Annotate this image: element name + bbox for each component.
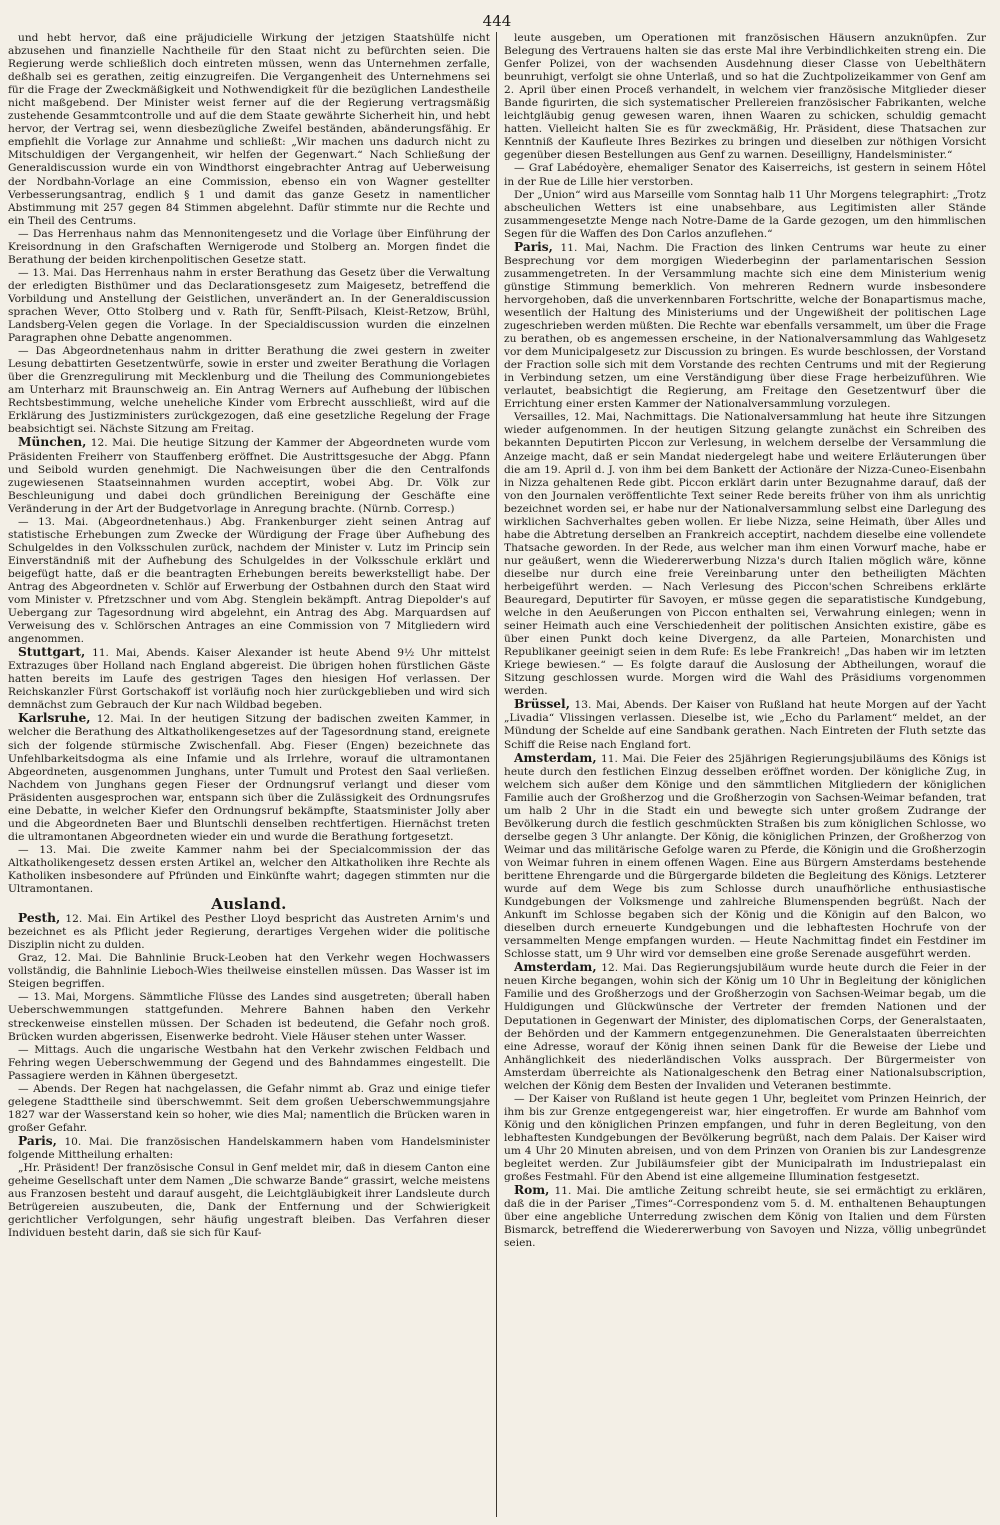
- article-paragraph: [504, 189, 986, 241]
- article-paragraph: [8, 844, 490, 896]
- article-text: 11. Mai, Abends. Kaiser Alexander ist heute Abend 9½ Uhr mittelst Extrazuges über Holland nach England abgereist. Die übrigen hohen fürstlichen Gäste hatten bereits im Laufe des gestrigen Tages den hiesigen Hof verlassen. Der Reichskanzler Fürst Gortschakoff ist vorläufig noch hier zurückgeblieben und wird sich demnächst zum Gebrauch der Kur nach Wildbad begeben.: [8, 647, 490, 712]
- article-paragraph: [8, 267, 490, 345]
- dateline-place: München,: [18, 435, 87, 450]
- article-paragraph: [8, 1044, 490, 1083]
- article-paragraph: [8, 646, 490, 712]
- article-text: — Graf Labédoyère, ehemaliger Senator des Kaiserreichs, ist gestern in seinem Hôtel in der Rue de Lille hier verstorben.: [504, 162, 986, 188]
- article-text: 12. Mai. In der heutigen Sitzung der badischen zweiten Kammer, in welcher die Berathung des Altkatholikengesetzes auf der Tagesordnung stand, ereignete sich der folgende stürmische Zwischenfall. Abg. Fieser (Engen) bezeichnete das Unfehlbarkeitsdogma als eine Infamie und als Irrlehre, worauf die ultramontanen Abgeordneten, ausgenommen Junghans, unter Tumult und Protest den Saal verließen. Nachdem von Junghans gegen Fieser der Ordnungsruf verlangt und dieser vom Präsidenten ausgesprochen war, entspann sich über die Zulässigkeit des Ordnungsrufes eine Debatte, in welcher Kiefer den Ordnungsruf bekämpfte, Staatsminister Jolly aber und die Abgeordneten Baer und Bluntschli denselben rechtfertigen. Hiernächst treten die ultramontanen Abgeordneten wieder ein und wurde die Berathung fortgesetzt.: [8, 713, 490, 843]
- article-text: Versailles, 12. Mai, Nachmittags. Die Nationalversammlung hat heute ihre Sitzungen wieder aufgenommen. In der heutigen Sitzung gelangte zunächst ein Schreiben des bekannten Deputirten Piccon zur Verlesung, in welchem derselbe der Versammlung die Anzeige macht, daß er sein Mandat niedergelegt habe und weitere Erläuterungen über die am 19. April d. J. von ihm bei dem Bankett der Actionäre der Nizza-Cuneo-Eisenbahn in Nizza gehaltenen Rede gibt. Piccon erklärt darin unter Bezugnahme darauf, daß der von den Journalen veröffentlichte Text seiner Rede bereits früher von ihm als unrichtig bezeichnet worden sei, er habe nur der Nationalversammlung selbst eine Darlegung des wirklichen Sachverhaltes geben wollen. Er liebe Nizza, seine Heimath, über Alles und habe die Abtretung derselben an Frankreich acceptirt, nachdem dieselbe eine vollendete Thatsache geworden. In der Rede, aus welcher man ihm einen Vorwurf mache, habe er nur geäußert, wenn die Wiedererwerbung Nizza's durch Italien möglich wäre, könne dieselbe nur durch eine freie Vereinbarung unter den betheiligten Mächten herbeigeführt werden. — Nach Verlesung des Piccon'schen Schreibens erklärte Beauregard, Deputirter für Savoyen, er müsse gegen die separatistische Kundgebung, welche in den Aeußerungen von Piccon enthalten sei, Verwahrung einlegen; wenn in seiner Heimath auch eine Verschiedenheit der politischen Ansichten existire, gäbe es über einen Punkt doch keine Divergenz, da alle Parteien, Monarchisten und Republikaner geeinigt seien in dem Rufe: Es lebe Frankreich! „Das haben wir im letzten Kriege bewiesen.“ — Es folgte darauf die Auslosung der Abtheilungen, worauf die Sitzung geschlossen wurde. Morgen wird die Wahl des Präsidiums vorgenommen werden.: [504, 411, 986, 698]
- dateline-place: Amsterdam,: [514, 960, 597, 975]
- article-text: „Hr. Präsident! Der französische Consul in Genf meldet mir, daß in diesem Canton eine geheime Gesellschaft unter dem Namen „Die schwarze Bande“ grassirt, welche meistens aus Franzosen besteht und darauf ausgeht, die Leichtgläubigkeit ihrer Landsleute durch Betrügereien auszubeuten, die, Dank der Entfernung und der Schwierigkeit gerichtlicher Verfolgungen, sehr häufig ungestraft bleiben. Das Verfahren dieser Individuen besteht darin, daß sie sich für Kauf-: [8, 1162, 490, 1240]
- article-paragraph: [8, 1135, 490, 1162]
- article-text: 11. Mai. Die Feier des 25jährigen Regierungsjubiläums des Königs ist heute durch den festlichen Einzug desselben eröffnet worden. Der königliche Zug, in welchem sich außer dem Könige und den sämmtlichen Mitgliedern der königlichen Familie auch der Großherzog und die Großherzogin von Sachsen-Weimar befanden, trat um halb 2 Uhr in die Stadt ein und bewegte sich unter großem Zudrange der Bevölkerung durch die festlich geschmückten Straßen bis zum königlichen Schlosse, wo derselbe gegen 3 Uhr anlangte. Der König, die königlichen Prinzen, der Großherzog von Weimar und das militärische Gefolge waren zu Pferde, die Königin und die Großherzogin von Weimar fuhren in einem offenen Wagen. Eine aus Bürgern Amsterdams bestehende berittene Ehrengarde und die Bürgergarde bildeten die Begleitung des Königs. Letzterer wurde auf dem Wege bis zum Schlosse durch unaufhörliche enthusiastische Kundgebungen der Volksmenge und zahlreiche Blumenspenden begrüßt. Nach der Ankunft im Schlosse begaben sich der König und die Königin auf den Balcon, wo dieselben durch erneuerte Kundgebungen und die lebhaftesten Hochrufe von der versammelten Menge empfangen wurden. — Heute Nachmittag findet ein Festdiner im Schlosse statt, um 9 Uhr wird vor demselben eine große Serenade ausgeführt werden.: [504, 752, 986, 961]
- dateline-place: Amsterdam,: [514, 750, 597, 765]
- dateline-place: Stuttgart,: [18, 645, 86, 660]
- article-text: 12. Mai. Das Regierungsjubiläum wurde heute durch die Feier in der neuen Kirche begangen, wohin sich der König um 10 Uhr in Begleitung der königlichen Familie und des Großherzogs und der Großherzogin von Sachsen-Weimar begab, um die Huldigungen und Glückwünsche der Vertreter der fremden Nationen und der Deputationen in Gegenwart der Minister, des diplomatischen Corps, der Generalstaaten, der Behörden und der Kammern entgegenzunehmen. Die Generalstaaten überreichten eine Adresse, worauf der König ihnen seinen Dank für die Beweise der Liebe und Anhänglichkeit des niederländischen Volks aussprach. Der Bürgermeister von Amsterdam überreichte als Nationalgeschenk den Betrag einer Nationalsubscription, welchen der König dem Besten der Invaliden und Veteranen bestimmte.: [504, 962, 986, 1092]
- article-text: — 13. Mai. (Abgeordnetenhaus.) Abg. Frankenburger zieht seinen Antrag auf statistische Erhebungen zum Zwecke der Würdigung der Frage über Aufhebung des Schulgeldes in den Volksschulen zurück, nachdem der Minister v. Lutz im Princip sein Einverständniß mit der Aufhebung des Schulgeldes in der Volksschule erklärt und beigefügt hatte, daß er die beantragten Erhebungen bereits bewerkstelligt habe. Der Antrag des Abgeordneten v. Schlör auf Erwerbung der Ostbahnen durch den Staat wird vom Minister v. Pfretzschner und vom Abg. Stenglein bekämpft. Antrag Diepolder's auf Uebergang zur Tagesordnung wird abgelehnt, ein Antrag des Abg. Marquardsen auf Verweisung des v. Schlörschen Antrages an eine Commission von 7 Mitgliedern wird angenommen.: [8, 515, 490, 646]
- article-text: Graz, 12. Mai. Die Bahnlinie Bruck-Leoben hat den Verkehr wegen Hochwassers vollständig, die Bahnlinie Lieboch-Wies theilweise einstellen müssen. Das Wasser ist im Steigen begriffen.: [8, 952, 490, 991]
- article-paragraph: [8, 516, 490, 646]
- article-paragraph: [504, 1184, 986, 1250]
- dateline-place: Paris,: [514, 239, 553, 254]
- article-paragraph: [8, 1162, 490, 1240]
- article-text: 13. Mai, Abends. Der Kaiser von Rußland hat heute Morgen auf der Yacht „Livadia“ Vlissingen verlassen. Dieselbe ist, wie „Echo du Parlament“ meldet, an der Mündung der Schelde auf eine Sandbank gerathen. Nach Eintreten der Fluth setzte das Schiff die Reise nach England fort.: [504, 699, 986, 751]
- article-paragraph: [8, 952, 490, 991]
- article-paragraph: [8, 345, 490, 436]
- article-paragraph: [8, 712, 490, 843]
- article-text: — Das Herrenhaus nahm das Mennonitengesetz und die Vorlage über Einführung der Kreisordnung in den Grafschaften Wernigerode und Stolberg an. Morgen findet die Berathung der beiden kirchenpolitischen Gesetze statt.: [8, 227, 490, 266]
- article-paragraph: [504, 411, 986, 698]
- article-paragraph: [504, 32, 986, 162]
- article-text: 11. Mai. Die amtliche Zeitung schreibt heute, sie sei ermächtigt zu erklären, daß die in der Pariser „Times“-Correspondenz vom 5. d. M. enthaltenen Behauptungen über eine angebliche Unterredung zwischen dem König von Italien und dem Fürsten Bismarck, betreffend die Wiedererwerbung von Savoyen und Nizza, völlig unbegründet seien.: [504, 1185, 986, 1250]
- article-text: 12. Mai. Ein Artikel des Pesther Lloyd bespricht das Austreten Arnim's und bezeichnet es als Pflicht jeder Regierung, derartiges Vergehen wider die politische Disziplin nicht zu dulden.: [8, 913, 490, 952]
- article-paragraph: [8, 1083, 490, 1135]
- article-paragraph: [504, 241, 986, 412]
- article-paragraph: [504, 1093, 986, 1184]
- article-paragraph: [504, 162, 986, 188]
- article-paragraph: [8, 436, 490, 515]
- dateline-place: Paris,: [18, 1133, 57, 1148]
- article-text: 11. Mai, Nachm. Die Fraction des linken Centrums war heute zu einer Besprechung vor dem morgigen Wiederbeginn der parlamentarischen Session zusammengetreten. In der Versammlung machte sich eine dem Ministerium wenig günstige Stimmung bemerklich. Von mehreren Rednern wurde insbesondere hervorgehoben, daß die unverkennbaren Fortschritte, welche der Bonapartismus mache, wesentlich der Haltung des Ministeriums und der Ungewißheit der politischen Lage zugeschrieben werden müßten. Die Rechte war ebenfalls versammelt, um über die Frage zu berathen, ob es angemessen erscheine, in der Nationalversammlung das Wahlgesetz vor dem Municipalgesetz zur Discussion zu bringen. Es wurde beschlossen, der Vorstand der Fraction solle sich mit dem Vorstande des rechten Centrums und mit der Regierung in Verbindung setzen, um eine Verständigung über diese Frage herbeizuführen. Wie verlautet, beabsichtigt die Regierung, am Freitage den Gesetzentwurf über die Errichtung einer ersten Kammer der Nationalversammlung vorzulegen.: [504, 241, 986, 411]
- article-text: 10. Mai. Die französischen Handelskammern haben vom Handelsminister folgende Mittheilung erhalten:: [8, 1135, 490, 1161]
- dateline-place: Brüssel,: [514, 697, 570, 712]
- article-text: — 13. Mai, Morgens. Sämmtliche Flüsse des Landes sind ausgetreten; überall haben Ueberschwemmungen stattgefunden. Mehrere Bahnen haben den Verkehr streckenweise einstellen müssen. Der Schaden ist bedeutend, die Gefahr noch groß. Brücken wurden abgerissen, Eisenwerke bedroht. Viele Häuser stehen unter Wasser.: [8, 991, 490, 1043]
- article-text: und hebt hervor, daß eine präjudicielle Wirkung der jetzigen Staatshülfe nicht abzusehen und finanzielle Nachtheile für den Staat nicht zu befürchten seien. Die Regierung werde schließlich doch eintreten müssen, wenn das Unternehmen zerfalle, deßhalb sei es gerathen, zeitig einzugreifen. Die Vergangenheit des Unternehmens sei für die Frage der Zweckmäßigkeit und Nothwendigkeit für die bezüglichen Landestheile nicht maßgebend. Der Minister weist ferner auf die der Regierung vertragsmäßig zustehende Gesammtcontrolle und auf die dem Staate gewährte Sicherheit hin, und hebt hervor, der Vertrag sei, wenn diesbezügliche Zweifel beständen, abänderungsfähig. Er empfiehlt die Vorlage zur Annahme und schließt: „Wir machen uns dadurch nicht zu Mitschuldigen der Vergangenheit, wir helfen der Gegenwart.“ Nach Schließung der Generaldiscussion wurde ein von Windthorst eingebrachter Antrag auf Ueberweisung der Nordbahn-Vorlage an eine Commission, ebenso ein von Wagner gestellter Verbesserungsantrag, endlich § 1 und damit das ganze Gesetz in namentlicher Abstimmung mit 257 gegen 84 Stimmen abgelehnt. Dafür stimmte nur die Rechte und ein Theil des Centrums.: [8, 32, 490, 227]
- article-text: — Abends. Der Regen hat nachgelassen, die Gefahr nimmt ab. Graz und einige tiefer gelegene Stadttheile sind überschwemmt. Seit dem großen Ueberschwemmungsjahre 1827 war der Wasserstand kein so hoher, wie dies Mal; namentlich die Brücken waren in großer Gefahr.: [8, 1082, 490, 1134]
- article-paragraph: [8, 912, 490, 952]
- article-paragraph: [504, 698, 986, 751]
- article-paragraph: [504, 752, 986, 962]
- article-text: — 13. Mai. Das Herrenhaus nahm in erster Berathung das Gesetz über die Verwaltung der erledigten Bisthümer und das Declarationsgesetz zum Maigesetz, betreffend die Vorbildung und Anstellung der Geistlichen, unverändert an. In der Generaldiscussion sprachen Wever, Otto Stolberg und v. Rath für, Senfft-Pilsach, Kleist-Retzow, Brühl, Landsberg-Velen gegen die Vorlage. In der Specialdiscussion wurden die einzelnen Paragraphen ohne Debatte angenommen.: [8, 266, 490, 345]
- dateline-place: Pesth,: [18, 911, 61, 926]
- article-paragraph: [8, 991, 490, 1043]
- article-text: Der „Union“ wird aus Marseille vom Sonntag halb 11 Uhr Morgens telegraphirt: „Trotz abscheulichen Wetters ist eine unabsehbare, aus Legitimisten aller Stände zusammengesetzte Menge nach Notre-Dame de la Garde gezogen, um den himmlischen Segen für die Waffen des Don Carlos anzuflehen.“: [504, 188, 986, 240]
- article-paragraph: [504, 961, 986, 1092]
- section-heading: Ausland.: [211, 895, 287, 914]
- left-column: [8, 32, 497, 1517]
- article-text: leute ausgeben, um Operationen mit französischen Häusern anzuknüpfen. Zur Belegung des Vertrauens halten sie das erste Mal ihre Verbindlichkeiten streng ein. Die Genfer Polizei, von der wachsenden Ausdehnung dieser Classe von Uebelthätern beunruhigt, verfolgt sie ohne Unterlaß, und so hat die Zuchtpolizeikammer von Genf am 2. April über einen Proceß verhandelt, in welchem vier französische Mitglieder dieser Bande figurirten, die sich systematischer Prellereien französischer Fabrikanten, welche leichtgläubig genug gewesen waren, ihnen Waaren zu schicken, schuldig gemacht hatten. Vielleicht halten Sie es für zweckmäßig, Hr. Präsident, diese Thatsachen zur Kenntniß der Kaufleute Ihres Bezirkes zu bringen und dieselben zur nöthigen Vorsicht gegenüber diesen Bestellungen aus Genf zu warnen. Deseilligny, Handelsminister.“: [504, 32, 986, 162]
- page-number: 444: [482, 12, 512, 30]
- article-text: — Der Kaiser von Rußland ist heute gegen 1 Uhr, begleitet vom Prinzen Heinrich, der ihm bis zur Grenze entgegengereist war, hier eingetroffen. Er wurde am Bahnhof vom König und den königlichen Prinzen empfangen, und fuhr in deren Begleitung, von den lebhaftesten Kundgebungen der Bevölkerung begrüßt, nach dem Palais. Der Kaiser wird um 4 Uhr 20 Minuten abreisen, und von dem Prinzen von Oranien bis zur Landesgrenze begleitet werden. Zur Jubiläumsfeier gibt der Municipalrath im Industriepalast ein großes Festmahl. Für den Abend ist eine allgemeine Illumination festgesetzt.: [504, 1092, 986, 1184]
- dateline-place: Karlsruhe,: [18, 711, 91, 726]
- article-text: — 13. Mai. Die zweite Kammer nahm bei der Specialcommission der das Altkatholikengesetz dessen ersten Artikel an, welcher den Altkatholiken ihre Rechte als Katholiken insbesondere auf Pfründen und Einkünfte wahrt; dagegen stimmten nur die Ultramontanen.: [8, 843, 490, 896]
- dateline-place: Rom,: [514, 1183, 550, 1198]
- article-text: — Das Abgeordnetenhaus nahm in dritter Berathung die zwei gestern in zweiter Lesung debattirten Gesetzentwürfe, sowie in erster und zweiter Berathung die Vorlagen über die Grenzregulirung mit Mecklenburg und die Theilung des Communiongebietes am Unterharz mit Braunschweig an. Ein Antrag Werners auf Aufhebung der lübischen Rechtsbestimmung, welche uneheliche Kinder vom Erbrecht ausschließt, wird auf die Erklärung des Justizministers zurückgezogen, daß eine gesetzliche Regelung der Frage beabsichtigt sei. Nächste Sitzung am Freitag.: [8, 345, 490, 436]
- article-paragraph: [8, 228, 490, 267]
- article-text: 12. Mai. Die heutige Sitzung der Kammer der Abgeordneten wurde vom Präsidenten Freiherr von Stauffenberg eröffnet. Die Austrittsgesuche der Abgg. Pfann und Seibold wurden genehmigt. Die Nachweisungen über die den Centralfonds zugewiesenen Staatseinnahmen wurden acceptirt, wobei Abg. Dr. Völk zur Beschleunigung und dabei doch gründlichen Bereinigung der Geschäfte eine Veränderung in der Art der Budgetvorlage in Anregung brachte. (Nürnb. Corresp.): [8, 437, 490, 515]
- right-column: [497, 32, 986, 1517]
- article-paragraph: [8, 32, 490, 228]
- columns: [8, 32, 986, 1517]
- article-text: — Mittags. Auch die ungarische Westbahn hat den Verkehr zwischen Feldbach und Fehring wegen Ueberschwemmung der Gegend und des Bahndammes eingestellt. Die Passagiere werden in Kähnen übergesetzt.: [8, 1043, 490, 1082]
